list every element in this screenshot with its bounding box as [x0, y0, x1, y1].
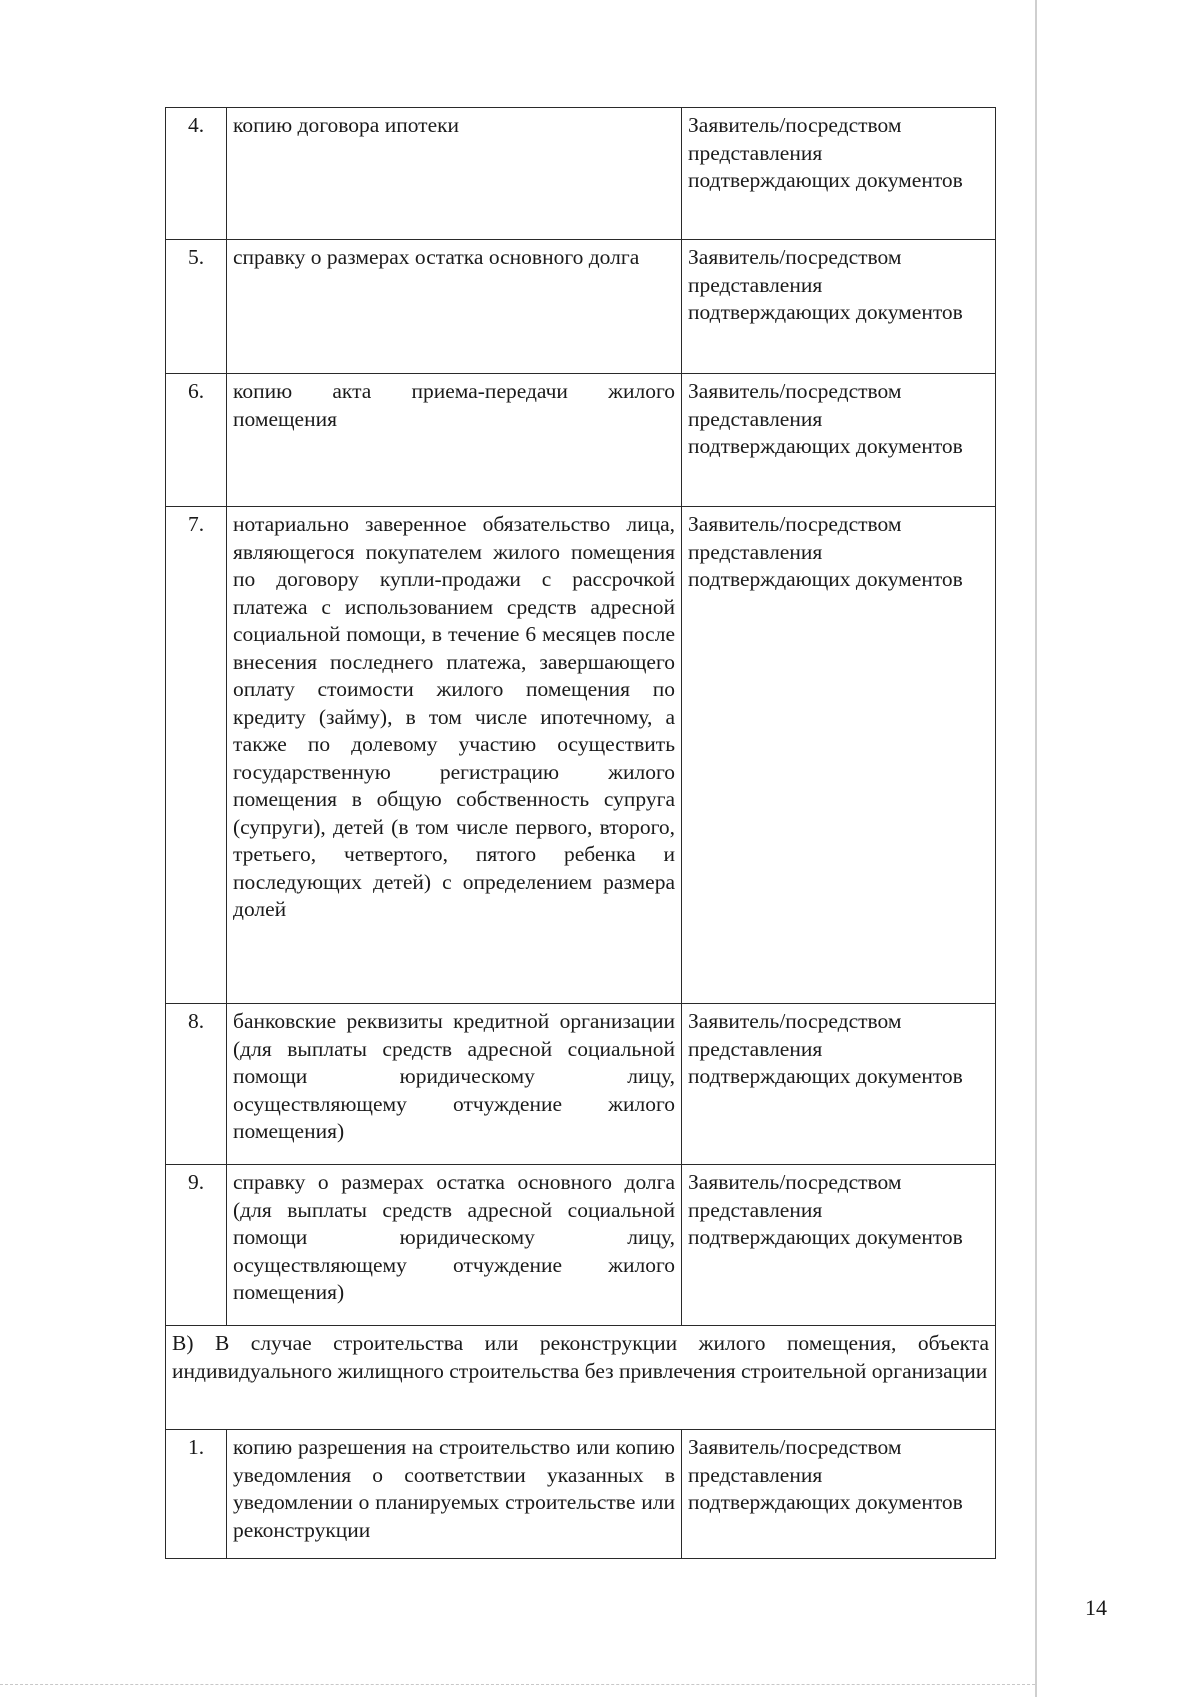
section-row [166, 1326, 996, 1430]
documents-table-body [166, 108, 996, 1559]
row-source: Заявитель/посредством представления подтверждающих документов [682, 1165, 996, 1326]
table-row [166, 1004, 996, 1165]
row-number: 8. [166, 1004, 227, 1165]
row-description: банковские реквизиты кредитной организации (для выплаты средств адресной социальной помощи юридическому лицу, осуществляющему отчуждение жилого помещения) [227, 1004, 682, 1165]
page-number: 14 [1085, 1595, 1107, 1620]
table-row [166, 1430, 996, 1559]
row-source: Заявитель/посредством представления подтверждающих документов [682, 507, 996, 1004]
section-heading: В) В случае строительства или реконструкции жилого помещения, объекта индивидуального жилищного строительства без привлечения строительной организации [166, 1326, 996, 1430]
page-edge [1035, 0, 1037, 1697]
row-number: 7. [166, 507, 227, 1004]
table-row [166, 374, 996, 507]
row-number: 6. [166, 374, 227, 507]
table-row [166, 1165, 996, 1326]
row-number: 4. [166, 108, 227, 240]
row-description: справку о размерах остатка основного долга (для выплаты средств адресной социальной помощи юридическому лицу, осуществляющему отчуждение жилого помещения) [227, 1165, 682, 1326]
row-source: Заявитель/посредством представления подтверждающих документов [682, 1430, 996, 1559]
row-number: 1. [166, 1430, 227, 1559]
row-description: копию акта приема-передачи жилого помещения [227, 374, 682, 507]
row-description: копию договора ипотеки [227, 108, 682, 240]
row-number: 5. [166, 240, 227, 374]
documents-table [165, 107, 996, 1559]
table-row [166, 507, 996, 1004]
table-row [166, 240, 996, 374]
row-source: Заявитель/посредством представления подтверждающих документов [682, 108, 996, 240]
row-description: копию разрешения на строительство или копию уведомления о соответствии указанных в уведомлении о планируемых строительстве или реконструкции [227, 1430, 682, 1559]
bottom-divider [0, 1684, 1035, 1686]
row-description: нотариально заверенное обязательство лица, являющегося покупателем жилого помещения по договору купли-продажи с рассрочкой платежа с использованием средств адресной социальной помощи, в течение 6 месяцев после внесения последнего платежа, завершающего оплату стоимости жилого помещения по кредиту (займу), в том числе ипотечному, а также по долевому участию осуществить государственную регистрацию жилого помещения в общую собственность супруга (супруги), детей (в том числе первого, второго, третьего, четвертого, пятого ребенка и последующих детей) с определением размера долей [227, 507, 682, 1004]
row-description: справку о размерах остатка основного долга [227, 240, 682, 374]
table-row [166, 108, 996, 240]
row-source: Заявитель/посредством представления подтверждающих документов [682, 240, 996, 374]
row-source: Заявитель/посредством представления подтверждающих документов [682, 374, 996, 507]
row-number: 9. [166, 1165, 227, 1326]
row-source: Заявитель/посредством представления подтверждающих документов [682, 1004, 996, 1165]
